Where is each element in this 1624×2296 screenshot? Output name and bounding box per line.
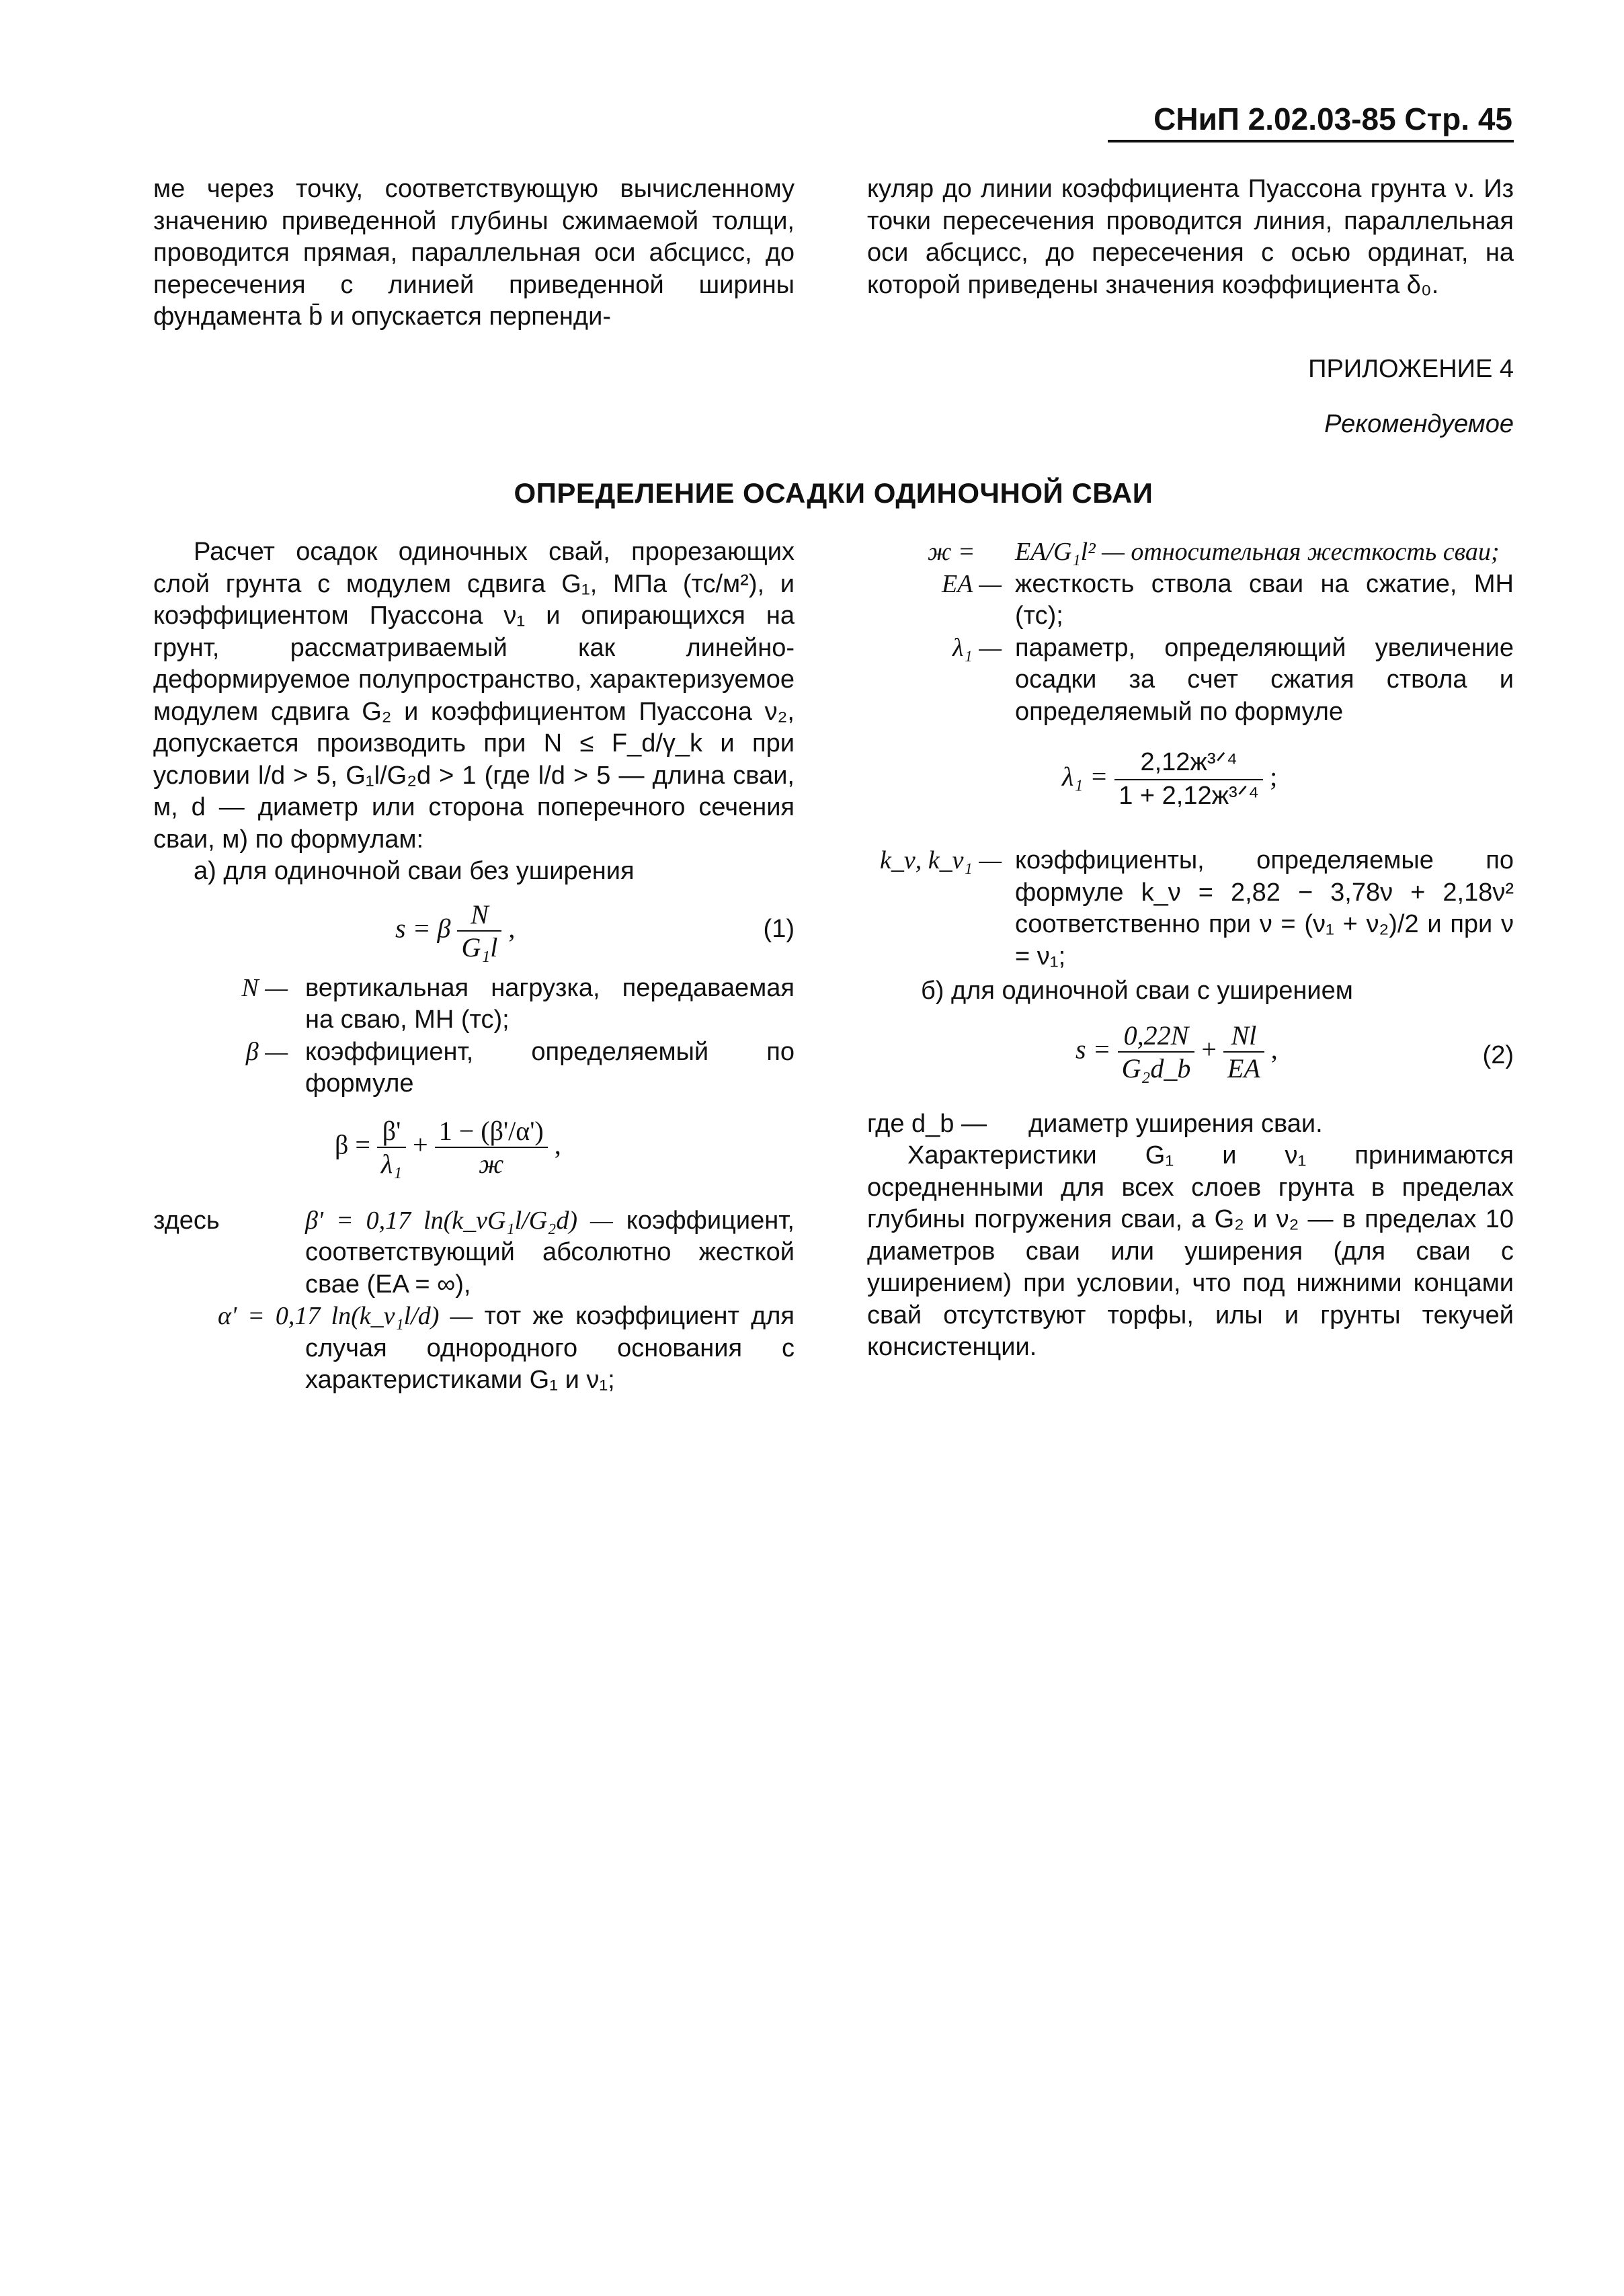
def-lambda-text: параметр, определяющий увеличение осадки за счет сжатия ствола и определяемый по формуле xyxy=(1015,633,1514,726)
top-left-paragraph: ме через точку, соответствующую вычисленному значению приведенной глубины сжимаемой толщи, проводится прямая, параллельная оси абсцисс, до пересечения с линией приведенной ширины фундамента b̄ и опускается перпенди- xyxy=(153,175,795,331)
formula-lambda-den: 1 + 2,12ж³ᐟ⁴ xyxy=(1119,781,1260,810)
appendix-label: ПРИЛОЖЕНИЕ 4 xyxy=(1308,355,1514,383)
appendix-status: Рекомендуемое xyxy=(1324,410,1514,438)
def-kv-symbol: k_ν, k_ν₁ — xyxy=(880,846,1002,874)
def-kv xyxy=(867,845,1514,973)
formula-beta-plus: + xyxy=(413,1129,428,1160)
def-db-symbol: где d_b — xyxy=(867,1109,987,1138)
section-title: ОПРЕДЕЛЕНИЕ ОСАДКИ ОДИНОЧНОЙ СВАИ xyxy=(514,477,1153,509)
formula-2-num-2: Nl xyxy=(1223,1020,1264,1053)
def-zh-text: EA/G₁l² — относительная жесткость сваи; xyxy=(1015,538,1500,566)
formula-1-fraction xyxy=(457,899,501,964)
def-alpha-prime-text xyxy=(218,1301,795,1397)
formula-beta-lhs: β = xyxy=(335,1129,370,1160)
formula-2-num-1: 0,22N xyxy=(1118,1020,1195,1053)
item-a: а) для одиночной сваи без уширения xyxy=(194,857,635,885)
right-column xyxy=(867,536,1514,1364)
formula-2-lhs: s = xyxy=(1075,1034,1111,1065)
header-rule xyxy=(1108,140,1514,142)
def-lambda-symbol: λ₁ — xyxy=(952,633,1002,662)
formula-2-den-1: G₂d_b xyxy=(1121,1053,1191,1083)
item-b: б) для одиночной сваи с уширением xyxy=(921,977,1353,1005)
formula-lambda-lhs: λ₁ = xyxy=(1062,761,1108,792)
formula-beta-frac-2 xyxy=(435,1115,548,1180)
def-n xyxy=(153,973,795,1036)
def-n-symbol: N — xyxy=(241,973,288,1002)
formula-1-den: G₁l xyxy=(461,932,498,962)
formula-beta-tail: , xyxy=(554,1129,561,1160)
formula-beta xyxy=(153,1112,795,1200)
def-zh-symbol: ж = xyxy=(928,538,975,566)
formula-lambda xyxy=(867,741,1514,842)
def-beta-prime xyxy=(153,1205,795,1301)
def-n-text: вертикальная нагрузка, передаваемая на сваю, МН (тс); xyxy=(305,973,795,1034)
beta-prime-text: коэффициент, соответствующий абсолютно жесткой свае (EA = ∞), xyxy=(305,1206,795,1299)
def-ea-text: жесткость ствола сваи на сжатие, МН (тс); xyxy=(1015,569,1514,630)
def-zh xyxy=(867,536,1514,569)
top-left-column xyxy=(153,173,795,333)
def-lambda xyxy=(867,632,1514,729)
formula-2-number: (2) xyxy=(1482,1040,1514,1069)
page-header: СНиП 2.02.03-85 Стр. 45 xyxy=(1153,101,1512,136)
formula-1-tail: , xyxy=(508,913,516,944)
formula-beta-frac-1 xyxy=(377,1115,406,1180)
left-column xyxy=(153,536,795,1397)
def-beta-prime-text xyxy=(305,1205,795,1301)
formula-beta-num-2: 1 − (β'/α') xyxy=(435,1115,548,1149)
intro-paragraph: Расчет осадок одиночных свай, прорезающих слой грунта с модулем сдвига G₁, МПа (тс/м²), и коэффициентом Пуассона ν₁ и опирающихся на грунт, рассматриваемый как линейно-деформируемое полупространство, характеризуемое модулем сдвига G₂ и коэффициентом Пуассона ν₂, допускается производить при N ≤ F_d/γ_k и при условии l/d > 5, G₁l/G₂d > 1 (где l/d > 5 — длина сваи, м, d — диаметр или сторона поперечного сечения сваи, м) по формулам: xyxy=(153,538,795,854)
formula-1-lhs: s = β xyxy=(395,913,451,944)
formula-1-num: N xyxy=(457,899,501,932)
formula-2-frac-1 xyxy=(1118,1020,1195,1085)
def-beta-text: коэффициент, определяемый по формуле xyxy=(305,1037,795,1098)
formula-lambda-frac xyxy=(1114,747,1263,812)
closing-paragraph: Характеристики G₁ и ν₁ принимаются осредненными для всех слоев грунта в пределах глубины погружения сваи, а G₂ и ν₂ — в пределах 10 диаметров сваи или уширения (для сваи с уширением) при условии, что под нижними концами свай отсутствуют торфы, илы и грунты текучей консистенции. xyxy=(867,1141,1514,1361)
formula-1 xyxy=(153,895,795,969)
formula-beta-den-1: λ₁ xyxy=(380,1149,403,1179)
alpha-prime-formula: α' = 0,17 ln(k_ν₁l/d) — xyxy=(218,1302,473,1330)
formula-2-tail: , xyxy=(1270,1034,1278,1065)
zdes-word: здесь xyxy=(153,1206,220,1235)
def-beta-symbol: β — xyxy=(245,1037,288,1066)
formula-lambda-num: 2,12ж³ᐟ⁴ xyxy=(1114,747,1263,780)
formula-beta-den-2: ж xyxy=(479,1149,504,1179)
top-right-column xyxy=(867,173,1514,301)
formula-beta-num-1: β' xyxy=(377,1115,406,1149)
beta-prime-formula: β' = 0,17 ln(k_νG₁l/G₂d) — xyxy=(305,1206,613,1235)
formula-2-frac-2 xyxy=(1223,1020,1264,1085)
def-kv-text: коэффициенты, определяемые по формуле k_ν = 2,82 − 3,78ν + 2,18ν² соответственно при ν = (ν₁ + ν₂)/2 и при ν = ν₁; xyxy=(1015,846,1514,971)
formula-2-plus: + xyxy=(1201,1034,1217,1065)
def-beta xyxy=(153,1036,795,1100)
def-db-text: диаметр уширения сваи. xyxy=(1028,1109,1323,1138)
formula-2 xyxy=(867,1017,1514,1104)
formula-2-den-2: EA xyxy=(1227,1053,1260,1083)
def-ea-symbol: EA — xyxy=(941,569,1002,598)
top-right-paragraph: куляр до линии коэффициента Пуассона грунта ν. Из точки пересечения проводится линия, параллельная оси абсцисс, до пересечения с осью ординат, на которой приведены значения коэффициента δ₀. xyxy=(867,175,1514,299)
def-alpha-prime xyxy=(153,1301,795,1397)
formula-1-number: (1) xyxy=(763,914,795,943)
def-ea xyxy=(867,569,1514,632)
formula-lambda-tail: ; xyxy=(1270,761,1278,792)
alpha-prime-text: тот же коэффициент для случая однородного основания с характеристиками G₁ и ν₁; xyxy=(305,1302,795,1394)
def-db xyxy=(867,1108,1514,1141)
